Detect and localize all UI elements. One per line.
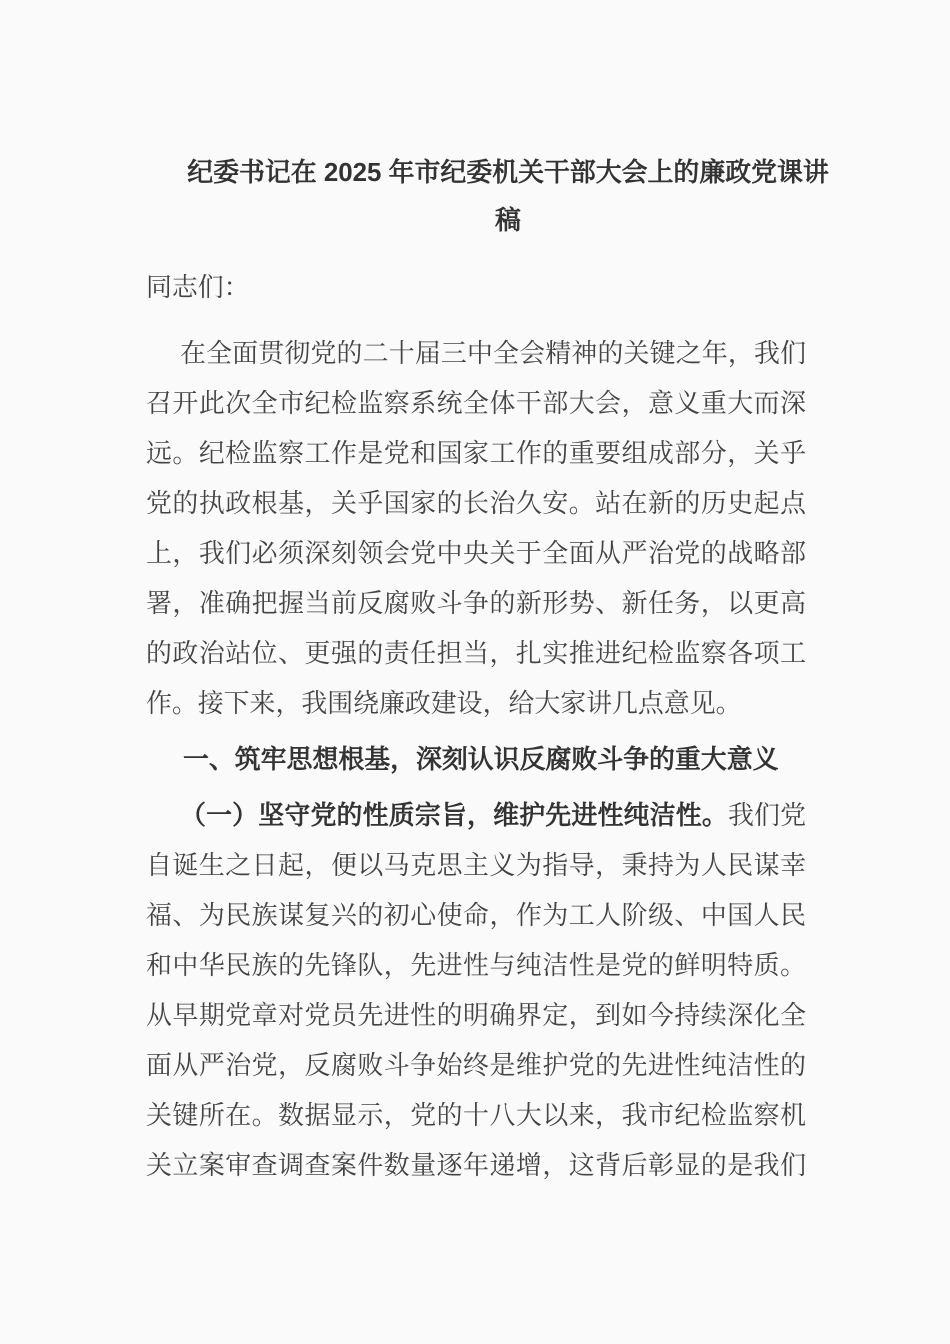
document-body <box>146 329 870 1191</box>
paragraph-line <box>146 529 806 579</box>
paragraph-line <box>146 941 806 991</box>
paragraph <box>146 791 870 1191</box>
text-run: 远。纪检监察工作是党和国家工作的重要组成部分，关乎 <box>146 440 806 468</box>
text-run: 署，准确把握当前反腐败斗争的新形势、新任务，以更高 <box>146 590 806 618</box>
salutation: 同志们： <box>146 274 250 302</box>
paragraph-line <box>146 579 806 629</box>
title-line: 稿 <box>495 207 521 235</box>
paragraph-line <box>146 1091 806 1141</box>
paragraph-line <box>146 735 806 785</box>
text-run: 作。接下来，我围绕廉政建设，给大家讲几点意见。 <box>146 690 742 718</box>
text-run: 面从严治党，反腐败斗争始终是维护党的先进性纯洁性的 <box>146 1052 806 1080</box>
text-run: 从早期党章对党员先进性的明确界定，到如今持续深化全 <box>146 1002 806 1030</box>
paragraph-line <box>146 329 806 379</box>
text-run: 我们党 <box>727 802 807 830</box>
paragraph-line <box>146 429 806 479</box>
heading-paragraph <box>146 735 870 785</box>
text-run: 福、为民族谋复兴的初心使命，作为工人阶级、中国人民 <box>146 902 806 930</box>
paragraph-line <box>146 629 806 679</box>
text-run: 自诞生之日起，便以马克思主义为指导，秉持为人民谋幸 <box>146 852 806 880</box>
text-run: 党的执政根基，关乎国家的长治久安。站在新的历史起点 <box>146 490 806 518</box>
paragraph-line <box>146 379 806 429</box>
paragraph-line <box>146 1141 806 1191</box>
paragraph-line <box>146 479 806 529</box>
paragraph-line <box>146 1041 806 1091</box>
title-line: 纪委书记在 2025 年市纪委机关干部大会上的廉政党课讲 <box>187 159 829 187</box>
text-run: 在全面贯彻党的二十届三中全会精神的关键之年，我们 <box>180 340 806 368</box>
text-run: （一）坚守党的性质宗旨，维护先进性纯洁性。 <box>180 802 728 830</box>
text-run: 召开此次全市纪检监察系统全体干部大会，意义重大而深 <box>146 390 806 418</box>
text-run: 关立案审查调查案件数量逐年递增，这背后彰显的是我们 <box>146 1152 806 1180</box>
text-run: 的政治站位、更强的责任担当，扎实推进纪检监察各项工 <box>146 640 806 668</box>
text-run: 上，我们必须深刻领会党中央关于全面从严治党的战略部 <box>146 540 806 568</box>
paragraph-line <box>146 891 806 941</box>
paragraph-line <box>146 791 806 841</box>
text-run: 和中华民族的先锋队，先进性与纯洁性是党的鲜明特质。 <box>146 952 806 980</box>
paragraph-line <box>146 841 806 891</box>
text-run: 一、筑牢思想根基，深刻认识反腐败斗争的重大意义 <box>183 746 779 774</box>
text-run: 关键所在。数据显示，党的十八大以来，我市纪检监察机 <box>146 1102 806 1130</box>
document-title <box>146 149 870 245</box>
paragraph-line <box>146 991 806 1041</box>
paragraph <box>146 329 870 729</box>
paragraph-line <box>146 679 806 729</box>
